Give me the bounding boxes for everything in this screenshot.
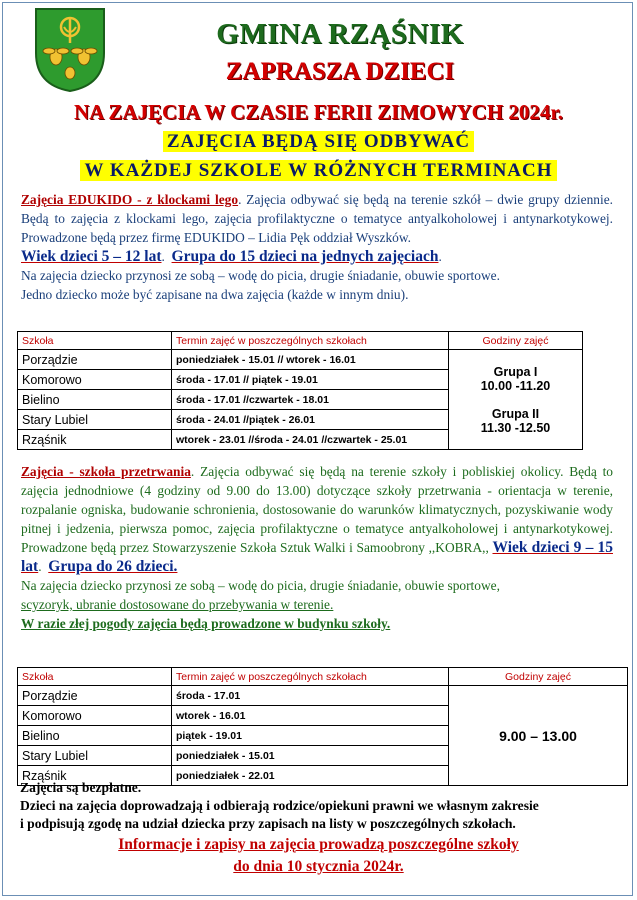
edukido-section: Zajęcia EDUKIDO - z klockami lego. Zajęcia odbywać się będą na terenie szkół – dwie grupy dziennie. Będą to zajęcia z klockami lego, zajęcia profilaktyczne o tematyce antyalkoholowej i antynarkotykowej. Prowadzone będą przez firmę EDUKIDO – Lidia Pęk oddział Wyszków. Wiek dzieci 5 – 12 lat. Grupa do 15 dzieci na jednych zajęciach. Na zajęcia dziecko przynosi ze sobą – wodę do picia, drugie śniadanie, obuwie sportowe. Jedno dziecko może być zapisane na dwa zajęcia (każde w innym dniu). (21, 192, 613, 302)
term-cell: środa - 17.01 // piątek - 19.01 (172, 370, 449, 390)
school-cell: Stary Lubiel (18, 410, 172, 430)
parents-note-2: i podpisują zgodę na udział dziecka przy zapisach na listy w poszczególnych szkołach. (20, 816, 516, 831)
col-term: Termin zajęć w poszczególnych szkołach (172, 332, 449, 350)
survival-schedule-table (17, 667, 628, 786)
col-school: Szkoła (18, 332, 172, 350)
col-hours: Godziny zajęć (449, 332, 583, 350)
survival-lead: Zajęcia - szkoła przetrwania (21, 464, 191, 479)
group-2-hours: 11.30 -12.50 (480, 420, 551, 435)
survival-bring-a: Na zajęcia dziecko przynosi ze sobą – wodę do picia, drugie śniadanie, obuwie sportowe, (21, 578, 500, 593)
school-cell: Komorowo (18, 370, 172, 390)
survival-section: Zajęcia - szkoła przetrwania. Zajęcia odbywać się będą na terenie szkoły i pobliskiej okolicy. Będą to zajęcia jednodniowe (4 godziny od 9.00 do 13.00) dotyczące szkoły przetrwania - orientacja w terenie, rozpalanie ogniska, budowanie schronienia, dostosowanie do warunków klimatycznych, pozyskiwanie wody pitnej i jedzenia, pierwsza pomoc, zajęcia profilaktyczne o tematyce antyalkoholowej i antynarkotykowej. Prowadzone będą przez Stowarzyszenie Szkoła Sztuk Walki i Samoobrony ,,KOBRA,, Wiek dzieci 9 – 15 lat. Grupa do 26 dzieci. Na zajęcia dziecko przynosi ze sobą – wodę do picia, drugie śniadanie, obuwie sportowe, scyzoryk, ubranie dostosowane do przebywania w terenie. W razie złej pogody zajęcia będą prowadzone w budynku szkoły. (21, 464, 613, 631)
highlight-line-1: ZAJĘCIA BĘDĄ SIĘ ODBYWAĆ (0, 131, 637, 153)
edukido-age: Wiek dzieci 5 – 12 lat (21, 248, 162, 265)
coat-of-arms-icon (34, 7, 106, 93)
edukido-text: . Zajęcia odbywać się będą na terenie szkół – dwie grupy dziennie. Będą to zajęcia z klockami lego, zajęcia profilaktyczne o tematyce antyalkoholowej i antynarkotykowej. Prowadzone będą przez firmę EDUKIDO – Lidia Pęk oddział Wyszków. (21, 192, 613, 245)
table-row (18, 686, 628, 706)
edukido-lead: Zajęcia EDUKIDO - z klockami lego (21, 192, 239, 207)
school-cell: Rząśnik (18, 766, 172, 786)
edukido-once: Jedno dziecko może być zapisane na dwa zajęcia (każde w innym dniu). (21, 287, 409, 302)
page-title: GMINA RZĄŚNIK (216, 18, 464, 50)
group-2-label: Grupa II (491, 406, 540, 421)
parents-note-1: Dzieci na zajęcia doprowadzają i odbierają rodzice/opiekuni prawni we własnym zakresie (20, 798, 539, 813)
term-cell: środa - 17.01 (172, 686, 449, 706)
info-line-2: do dnia 10 stycznia 2024r. (233, 858, 404, 875)
free-note: Zajęcia są bezpłatne. (20, 780, 142, 795)
survival-text: . Zajęcia odbywać się będą na terenie szkoły i pobliskiej okolicy. Będą to zajęcia jednodniowe (4 godziny od 9.00 do 13.00) dotyczące szkoły przetrwania - orientacja w terenie, rozpalanie ogniska, budowanie schronienia, dostosowanie do warunków klimatycznych, pozyskiwanie wody pitnej i jedzenia, pierwsza pomoc, zajęcia profilaktyczne o tematyce antyalkoholowej i antynarkotykowej. Prowadzone będą przez Stowarzyszenie Szkoła Sztuk Walki i Samoobrony ,,KOBRA,, (21, 464, 613, 555)
school-cell: Komorowo (18, 706, 172, 726)
school-cell: Stary Lubiel (18, 746, 172, 766)
term-cell: środa - 17.01 //czwartek - 18.01 (172, 390, 449, 410)
hours-cell: 9.00 – 13.00 (449, 686, 628, 786)
term-cell: środa - 24.01 //piątek - 26.01 (172, 410, 449, 430)
school-cell: Bielino (18, 726, 172, 746)
table-row (18, 350, 583, 370)
school-cell: Bielino (18, 390, 172, 410)
highlight-line-2: W KAŻDEJ SZKOLE W RÓŻNYCH TERMINACH (0, 160, 637, 182)
hours-cell (449, 350, 583, 450)
school-cell: Rząśnik (18, 430, 172, 450)
school-cell: Porządzie (18, 686, 172, 706)
winter-holiday-heading: NA ZAJĘCIA W CZASIE FERII ZIMOWYCH 2024r. (73, 100, 564, 124)
page-subtitle: ZAPRASZA DZIECI (225, 58, 455, 85)
survival-bring-b: scyzoryk, ubranie dostosowane do przebywania w terenie. (21, 597, 334, 612)
group-1-hours: 10.00 -11.20 (480, 378, 551, 393)
survival-group: Grupa do 26 dzieci. (48, 558, 178, 575)
col-term: Termin zajęć w poszczególnych szkołach (172, 668, 449, 686)
survival-age: Wiek dzieci 9 – 15 lat (21, 539, 613, 575)
edukido-group: Grupa do 15 dzieci na jednych zajęciach (171, 248, 439, 265)
group-1-label: Grupa I (493, 364, 538, 379)
term-cell: poniedziałek - 22.01 (172, 766, 449, 786)
term-cell: poniedziałek - 15.01 // wtorek - 16.01 (172, 350, 449, 370)
edukido-schedule-table (17, 331, 583, 450)
col-school: Szkoła (18, 668, 172, 686)
term-cell: wtorek - 16.01 (172, 706, 449, 726)
school-cell: Porządzie (18, 350, 172, 370)
term-cell: piątek - 19.01 (172, 726, 449, 746)
term-cell: wtorek - 23.01 //środa - 24.01 //czwartek - 25.01 (172, 430, 449, 450)
term-cell: poniedziałek - 15.01 (172, 746, 449, 766)
info-line-1: Informacje i zapisy na zajęcia prowadzą poszczególne szkoły (118, 836, 519, 853)
survival-weather: W razie złej pogody zajęcia będą prowadzone w budynku szkoły. (21, 616, 391, 631)
edukido-bring: Na zajęcia dziecko przynosi ze sobą – wodę do picia, drugie śniadanie, obuwie sportowe. (21, 268, 500, 283)
col-hours: Godziny zajęć (449, 668, 628, 686)
